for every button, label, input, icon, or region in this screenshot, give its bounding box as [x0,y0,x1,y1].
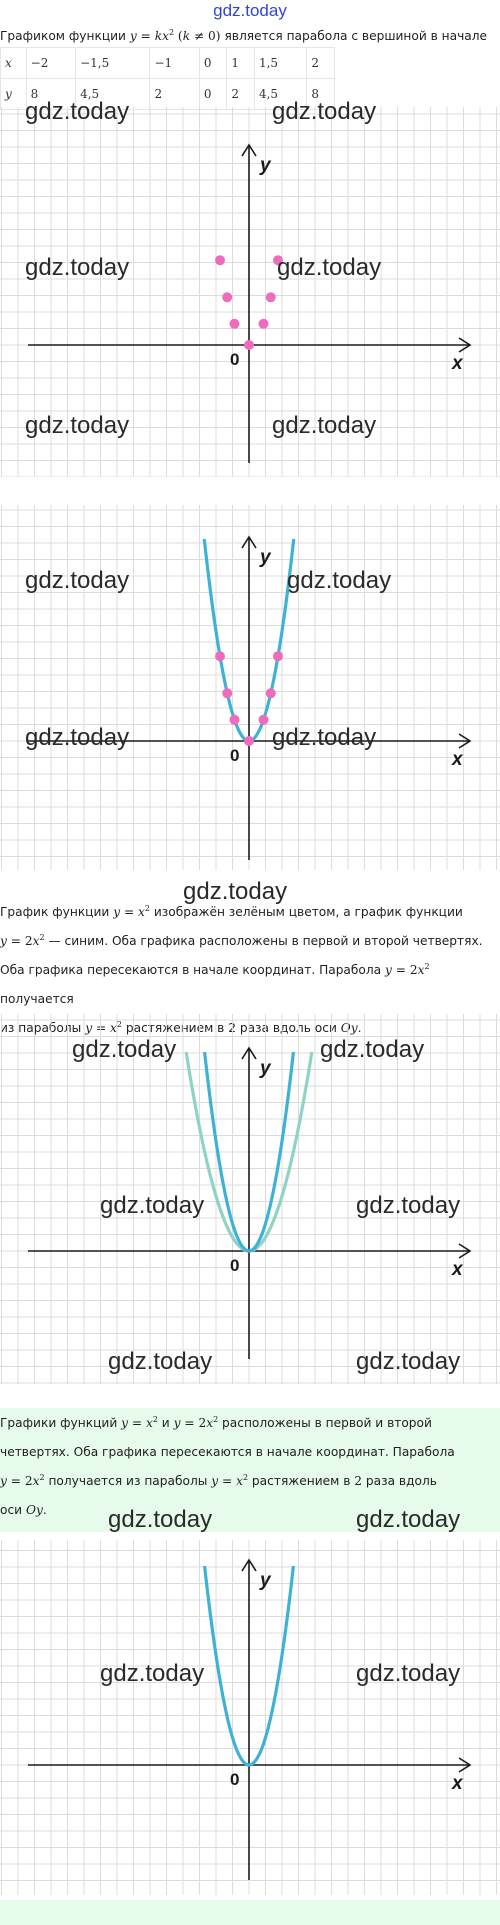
graph-parabola-points-svg [0,505,500,870]
formula: y [129,29,137,43]
watermark-text: gdz.today [356,1192,461,1219]
table-cell: x [1,48,27,79]
watermark-text: gdz.today [108,1506,213,1533]
table-cell: 8 [26,79,75,110]
table-cell: −1,5 [76,48,150,79]
table-cell: 1,5 [254,48,306,79]
watermark-text: gdz.today [25,412,130,439]
watermark-text: gdz.today [272,98,377,125]
origin-label: 0 [230,746,240,765]
watermark-text: gdz.today [272,412,377,439]
origin-label: 0 [230,1770,240,1789]
table-cell: y [1,79,27,110]
watermark-text: gdz.today [287,567,392,594]
table-cell: −2 [26,48,75,79]
table-cell: 4,5 [76,79,150,110]
table-cell: 0 [199,48,227,79]
watermark-text: gdz.today [277,254,382,281]
data-point [273,651,283,661]
data-point [215,651,225,661]
table-cell: 0 [199,79,227,110]
text-line: оси Oy. [0,1503,47,1517]
data-point [230,319,240,329]
data-point [266,688,276,698]
table-cell: 2 [227,79,255,110]
watermark-text: gdz.today [272,724,377,751]
table-cell: 4,5 [254,79,306,110]
y-axis-label: y [260,1570,271,1591]
data-point [230,715,240,725]
table-cell: −1 [150,48,199,79]
y-axis-label: y [260,155,271,176]
graph-single-parabola [0,1540,500,1895]
table-cell: 8 [307,79,335,110]
y-axis-label: y [260,547,271,568]
data-point [222,688,232,698]
x-axis-label: x [452,353,463,374]
watermark-text: gdz.today [72,1036,177,1063]
text-line: Графики функций $y = x^2$ и $y = 2x^2$ расположены в первой и второй [0,1414,432,1430]
watermark-text: gdz.today [25,567,130,594]
data-point [244,736,254,746]
highlight-band-bottom [0,1900,500,1925]
x-axis-label: x [452,1259,463,1280]
watermark-text: gdz.today [25,98,130,125]
watermark-text: gdz.today [356,1506,461,1533]
data-point [259,715,269,725]
text-line: $y = 2x^2$ — синим. Оба графика расположены в первой и второй четвертях. [0,932,483,948]
table-cell: 2 [307,48,335,79]
watermark-text: gdz.today [183,878,288,905]
origin-label: 0 [230,1256,240,1275]
watermark-text: gdz.today [100,1660,205,1687]
data-point [215,255,225,265]
grid [0,505,500,870]
text-line: $y = 2x^2$ получается из параболы $y = x^2$ растяжением в 2 раза вдоль [0,1472,437,1488]
intro-text-part: Графиком функции [0,29,130,43]
text-line: Оба графика пересекаются в начале координат. Парабола $y = 2x^2$ получается [0,961,430,1006]
graph-parabola-points [0,505,500,870]
text-line: из параболы $y = x^2$ растяжением в 2 раза вдоль оси Oy. [0,1019,362,1035]
x-axis-label: x [452,749,463,770]
grid [0,1540,500,1895]
intro-text: Графиком функции $y = kx^2$ (k ≠ 0) является парабола с вершиной в начале [0,27,488,43]
intro-text-part: является парабола с вершиной в начале [224,29,488,43]
x-axis-label: x [452,1773,463,1794]
watermark-text: gdz.today [108,1348,213,1375]
y-axis-label: y [260,1058,271,1079]
watermark-text: gdz.today [356,1660,461,1687]
graph-single-parabola-svg [0,1540,500,1895]
table-cell: 2 [150,79,199,110]
watermark-text: gdz.today [320,1036,425,1063]
site-title[interactable]: gdz.today [213,1,287,20]
origin-label: 0 [230,350,240,369]
watermark-text: gdz.today [25,724,130,751]
text-line: График функции $y = x^2$ изображён зелёным цветом, а график функции [0,903,463,919]
table-cell: 1 [227,48,255,79]
watermark-text: gdz.today [100,1192,205,1219]
data-point [266,292,276,302]
watermark-text: gdz.today [25,254,130,281]
table-row [1,48,335,79]
data-point [244,340,254,350]
watermark-text: gdz.today [356,1348,461,1375]
data-point [222,292,232,302]
text-line: четвертях. Оба графика пересекаются в начале координат. Парабола [0,1445,455,1459]
data-point [259,319,269,329]
